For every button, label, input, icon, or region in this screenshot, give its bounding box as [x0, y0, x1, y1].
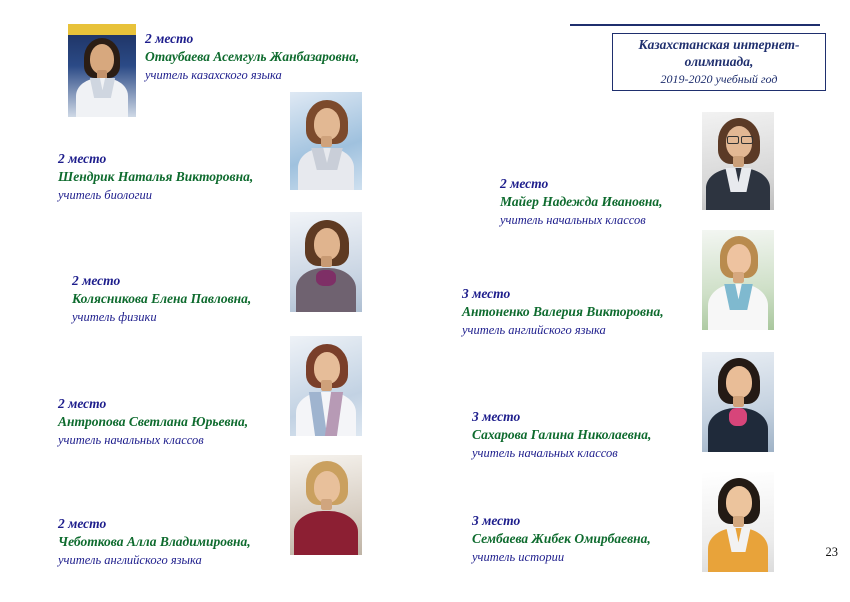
face-shape: [726, 366, 752, 398]
entry-place: 2 место: [58, 516, 107, 531]
glasses-icon: [741, 136, 753, 144]
scarf-accent: [316, 270, 336, 286]
photo-portrait-6: [702, 112, 774, 210]
entry-place: 2 место: [58, 151, 107, 166]
face-shape: [726, 486, 752, 518]
entry-role: учитель физики: [72, 310, 157, 325]
neck-shape: [733, 396, 744, 407]
neck-shape: [733, 516, 744, 527]
entry-place: 3 место: [472, 513, 521, 528]
entry-place: 2 место: [500, 176, 549, 191]
title-line-1: Казахстанская интернет- олимпиада,: [638, 36, 800, 69]
entry-role: учитель начальных классов: [58, 433, 204, 448]
photo-portrait-7: [702, 230, 774, 330]
entry-7: [462, 285, 664, 340]
entry-name: Шендрик Наталья Викторовна,: [58, 169, 254, 185]
entry-4: [58, 395, 248, 450]
entry-place: 3 место: [472, 409, 521, 424]
entry-name: Отаубаева Асемгуль Жанбазаровна,: [145, 49, 360, 65]
torso-shape: [294, 511, 358, 555]
photo-banner: [68, 24, 136, 35]
entry-2: [58, 150, 253, 205]
photo-portrait-8: [702, 352, 774, 452]
neck-shape: [321, 499, 332, 510]
entry-role: учитель начальных классов: [500, 213, 646, 228]
entry-name: Сембаева Жибек Омирбаевна,: [472, 531, 651, 547]
entry-place: 2 место: [72, 273, 121, 288]
neck-shape: [733, 156, 744, 167]
entry-name: Колясникова Елена Павловна,: [72, 291, 252, 307]
title-rule: [570, 24, 820, 26]
entry-name: Майер Надежда Ивановна,: [500, 194, 663, 210]
entry-role: учитель биологии: [58, 188, 152, 203]
entry-role: учитель истории: [472, 550, 565, 565]
entry-1: [145, 30, 359, 85]
entry-9: [472, 512, 651, 567]
photo-portrait-5: [290, 455, 362, 555]
entry-name: Сахарова Галина Николаевна,: [472, 427, 652, 443]
scarf-accent: [729, 408, 747, 426]
entry-role: учитель английского языка: [462, 323, 606, 338]
photo-portrait-9: [702, 472, 774, 572]
photo-portrait-1: [68, 24, 136, 117]
photo-portrait-4: [290, 336, 362, 436]
photo-portrait-3: [290, 212, 362, 312]
entry-place: 3 место: [462, 286, 511, 301]
entry-place: 2 место: [145, 31, 194, 46]
photo-portrait-2: [290, 92, 362, 190]
title-box: [612, 33, 826, 91]
entry-place: 2 место: [58, 396, 107, 411]
entry-name: Антоненко Валерия Викторовна,: [462, 304, 664, 320]
page-number: 23: [825, 545, 838, 559]
entry-role: учитель начальных классов: [472, 446, 618, 461]
title-line-2: 2019-2020 учебный год: [660, 71, 778, 86]
neck-shape: [321, 380, 332, 391]
neck-shape: [321, 136, 332, 147]
face-shape: [727, 244, 751, 274]
entry-role: учитель казахского языка: [145, 68, 282, 83]
entry-name: Чеботкова Алла Владимировна,: [58, 534, 251, 550]
glasses-icon: [727, 136, 739, 144]
entry-name: Антропова Светлана Юрьевна,: [58, 414, 249, 430]
entry-6: [500, 175, 663, 230]
entry-5: [58, 515, 251, 570]
entry-3: [72, 272, 251, 327]
entry-role: учитель английского языка: [58, 553, 202, 568]
neck-shape: [321, 256, 332, 267]
entry-8: [472, 408, 651, 463]
neck-shape: [733, 272, 744, 283]
